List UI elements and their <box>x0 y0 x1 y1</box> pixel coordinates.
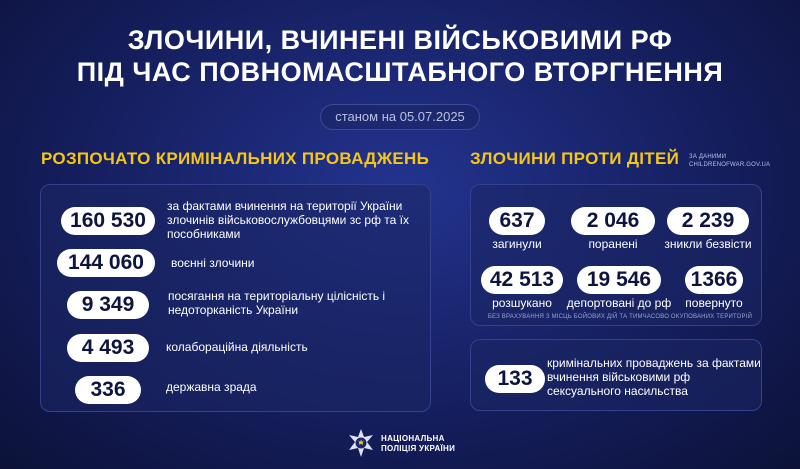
child-stat-pill: 19 546 <box>577 266 661 294</box>
stat-description: посягання на територіальну цілісність і недоторканість України <box>168 289 386 317</box>
stat-pill: 9 349 <box>67 291 149 319</box>
sexual-violence-description: кримінальних проваджень за фактами вчинення військовими рф сексуального насильства <box>547 356 761 398</box>
child-stat-pill: 637 <box>489 207 545 235</box>
date-badge: станом на 05.07.2025 <box>320 104 480 130</box>
child-stat-label: зникли безвісти <box>664 237 752 251</box>
child-stat-label: загинули <box>492 237 542 251</box>
child-stat-pill: 1366 <box>685 266 743 294</box>
police-emblem-icon <box>346 428 376 458</box>
logo-line2: ПОЛІЦІЯ УКРАЇНИ <box>381 444 456 453</box>
child-stat-pill: 2 046 <box>571 207 655 235</box>
page-title-line1: ЗЛОЧИНИ, ВЧИНЕНІ ВІЙСЬКОВИМИ РФ <box>127 25 673 55</box>
stat-pill: 4 493 <box>67 334 149 362</box>
page-title-line2: ПІД ЧАС ПОВНОМАСШТАБНОГО ВТОРГНЕННЯ <box>76 57 724 87</box>
children-crimes-heading: ЗЛОЧИНИ ПРОТИ ДІТЕЙ <box>470 149 680 168</box>
police-logo-text <box>381 434 455 454</box>
stat-pill: 336 <box>75 376 141 404</box>
source-note <box>689 153 770 169</box>
stat-description: за фактами вчинення на території України злочинів військовослужбовцями зс рф та їх пособниками <box>167 199 410 241</box>
stat-pill: 144 060 <box>57 249 155 277</box>
child-stat-pill: 42 513 <box>481 266 563 294</box>
child-stat-label: розшукано <box>492 296 552 310</box>
children-stats-panel <box>470 184 762 326</box>
child-stat-label: депортовані до рф <box>566 296 672 310</box>
stat-pill: 160 530 <box>61 207 155 235</box>
child-stat-label: поранені <box>588 237 638 251</box>
stats-footnote: БЕЗ ВРАХУВАННЯ З МІСЦЬ БОЙОВИХ ДІЙ ТА ТИМЧАСОВО ОКУПОВАНИХ ТЕРИТОРІЙ <box>487 314 753 320</box>
logo-line1: НАЦІОНАЛЬНА <box>381 434 445 443</box>
criminal-proceedings-panel <box>40 184 431 412</box>
source-line1: ЗА ДАНИМИ <box>689 154 727 160</box>
stat-description: державна зрада <box>166 380 257 394</box>
child-stat-label: повернуто <box>685 296 743 310</box>
criminal-proceedings-heading: РОЗПОЧАТО КРИМІНАЛЬНИХ ПРОВАДЖЕНЬ <box>41 149 430 168</box>
stat-description: воєнні злочини <box>171 256 255 270</box>
child-stat-pill: 2 239 <box>667 207 749 235</box>
source-line2: CHILDRENOFWAR.GOV.UA <box>689 162 771 168</box>
stat-description: колабораційна діяльність <box>166 340 308 354</box>
sexual-violence-pill: 133 <box>485 365 545 393</box>
sexual-violence-panel <box>470 339 762 411</box>
